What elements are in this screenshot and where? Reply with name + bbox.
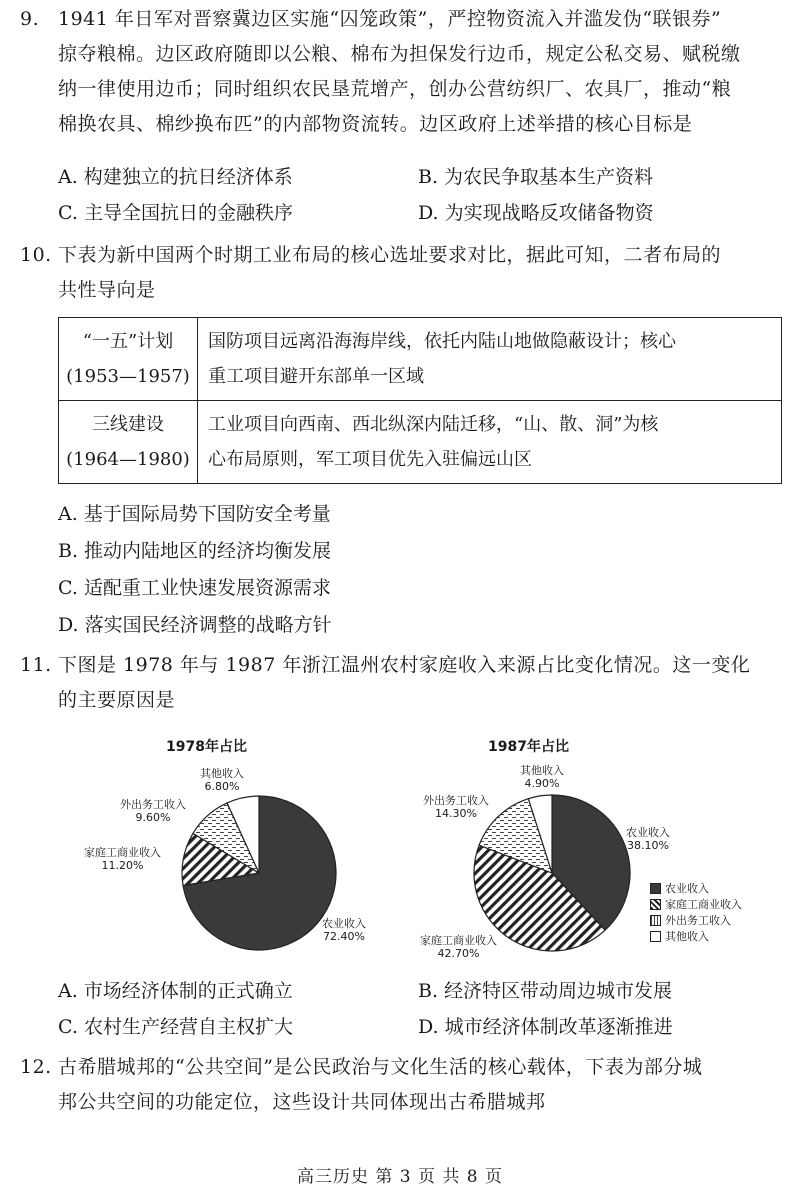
q11-options: [58, 976, 778, 1048]
legend-swatch: [650, 899, 661, 910]
option-c[interactable]: C. 主导全国抗日的金融秩序: [58, 202, 293, 224]
period-years: (1964—1980): [66, 449, 190, 470]
cell-line: 国防项目远离沿海海岸线，依托内陆山地做隐蔽设计；核心: [208, 331, 676, 352]
slice-value: 4.90%: [524, 777, 560, 790]
question-text-line: 下表为新中国两个时期工业布局的核心选址要求对比，据此可知，二者布局的: [58, 244, 722, 266]
slice-value: 38.10%: [627, 839, 669, 852]
legend-label: 其他收入: [665, 930, 709, 943]
slice-category: 家庭工商业收入: [84, 846, 161, 859]
question-text-line: 下图是 1978 年与 1987 年浙江温州农村家庭收入来源占比变化情况。这一变化: [58, 654, 751, 676]
chart-title-1987: 1987年占比: [488, 739, 569, 755]
slice-category: 外出务工收入: [120, 798, 186, 811]
option-a[interactable]: A. 构建独立的抗日经济体系: [58, 166, 293, 188]
legend-label: 家庭工商业收入: [665, 898, 742, 911]
question-number: 12.: [20, 1056, 52, 1078]
slice-value: 42.70%: [437, 947, 480, 960]
question-text-line: 邦公共空间的功能定位，这些设计共同体现出古希腊城邦: [58, 1091, 546, 1113]
option-a[interactable]: A. 基于国际局势下国防安全考量: [58, 503, 331, 525]
option-b[interactable]: B. 为农民争取基本生产资料: [418, 166, 654, 188]
slice-value: 72.40%: [323, 930, 365, 943]
option-a[interactable]: A. 市场经济体制的正式确立: [58, 980, 293, 1002]
option-b[interactable]: B. 推动内陆地区的经济均衡发展: [58, 540, 332, 562]
question-text-line: 棉换农具、棉纱换布匹”的内部物资流转。边区政府上述举措的核心目标是: [58, 113, 693, 135]
slice-value: 14.30%: [435, 807, 477, 820]
label-household-1978: [84, 846, 161, 872]
chart-legend: [650, 880, 742, 944]
legend-swatch: [650, 915, 661, 926]
question-number: 10.: [20, 244, 52, 266]
option-c[interactable]: C. 适配重工业快速发展资源需求: [58, 577, 331, 599]
question-text-line: 掠夺粮棉。边区政府随即以公粮、棉布为担保发行边币，规定公私交易、赋税缴: [58, 43, 741, 65]
cell-line: 重工项目避开东部单一区域: [208, 366, 424, 387]
chart-title-1978: 1978年占比: [166, 739, 247, 755]
slice-category: 其他收入: [520, 764, 564, 777]
slice-value: 11.20%: [101, 859, 144, 872]
option-d[interactable]: D. 落实国民经济调整的战略方针: [58, 614, 332, 636]
legend-label: 外出务工收入: [665, 914, 731, 927]
slice-category: 农业收入: [626, 826, 670, 839]
legend-swatch: [650, 931, 661, 942]
legend-item: [650, 896, 742, 912]
slice-category: 外出务工收入: [423, 794, 489, 807]
period-name: 三线建设: [92, 414, 164, 435]
legend-swatch: [650, 883, 661, 894]
option-c[interactable]: C. 农村生产经营自主权扩大: [58, 1016, 293, 1038]
question-number: 11.: [20, 654, 52, 676]
label-migrant-1978: [120, 798, 186, 824]
question-text-line: 纳一律使用边币；同时组织农民垦荒增产，创办公营纺织厂、农具厂，推动“粮: [58, 78, 732, 100]
pie-1978: [182, 796, 336, 950]
question-text-line: 的主要原因是: [58, 689, 176, 711]
option-d[interactable]: D. 为实现战略反攻储备物资: [418, 202, 654, 224]
period-years: (1953—1957): [66, 366, 190, 387]
option-d[interactable]: D. 城市经济体制改革逐渐推进: [418, 1016, 673, 1038]
cell-line: 工业项目向西南、西北纵深内陆迁移，“山、散、洞”为核: [208, 414, 659, 435]
label-household-1987: [420, 934, 497, 960]
slice-value: 6.80%: [204, 780, 240, 793]
legend-item: [650, 880, 742, 896]
label-agri-1978: [322, 917, 366, 943]
pie-1987: [474, 795, 630, 951]
label-other-1987: [520, 764, 564, 790]
label-other-1978: [200, 767, 244, 793]
slice-category: 农业收入: [322, 917, 366, 930]
legend-item: [650, 928, 742, 944]
question-text-line: 共性导向是: [58, 279, 156, 301]
slice-category: 其他收入: [200, 767, 244, 780]
question-text-line: 古希腊城邦的“公共空间”是公民政治与文化生活的核心载体，下表为部分城: [58, 1056, 703, 1078]
label-agri-1987: [626, 826, 670, 852]
legend-item: [650, 912, 742, 928]
cell-line: 心布局原则，军工项目优先入驻偏远山区: [208, 449, 532, 470]
slice-value: 9.60%: [135, 811, 171, 824]
period-name: “一五”计划: [82, 331, 174, 352]
legend-label: 农业收入: [665, 882, 709, 895]
question-text-line: 1941 年日军对晋察冀边区实施“囚笼政策”，严控物资流入并滥发伪“联银券”: [58, 8, 722, 30]
question-12: [20, 1050, 778, 1120]
slice-category: 家庭工商业收入: [420, 934, 497, 947]
label-migrant-1987: [423, 794, 489, 820]
question-number: 9.: [20, 8, 40, 30]
option-b[interactable]: B. 经济特区带动周边城市发展: [418, 980, 673, 1002]
page-footer: 高三历史 第 3 页 共 8 页: [296, 1167, 504, 1187]
